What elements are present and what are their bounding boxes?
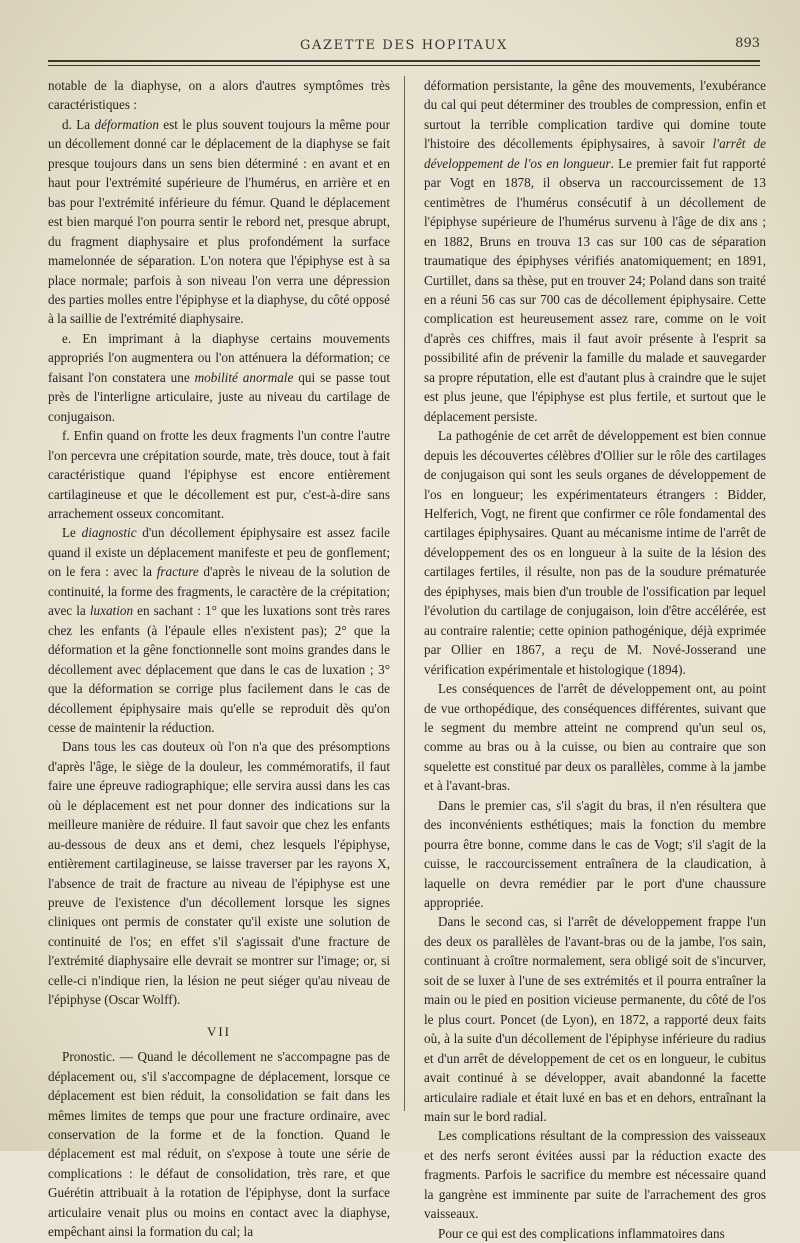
italic-term: diagnostic <box>81 525 137 541</box>
paragraph: notable de la diaphyse, on a alors d'autres symptômes très caractéristiques : <box>48 78 390 113</box>
italic-term: déformation <box>94 116 159 132</box>
section-heading: VII <box>206 1023 232 1039</box>
text-run: en sachant : 1° que les luxations sont très rares chez les enfants (à l'épaule elles n'existent pas); 2° que la déformation et la gêne fonctionnelle sont moins grandes dans le décollement avec déplacement que dans le cas de luxation ; 3° que la déformation se corrige plus facilement dans le cas de décollement épiphysaire mais qu'elle se reproduit dès qu'on cesse de maintenir la réduction. <box>48 603 391 735</box>
paragraph: Dans le premier cas, s'il s'agit du bras, il n'en résultera que des inconvénients esthétiques; mais la fonction du membre pourra être bonne, comme dans le cas de Vogt; s'il s'agit de la cuisse, le raccourcissement entraînera de la claudication, à laquelle on devra remédier par le port d'une chaussure appropriée. <box>424 797 766 911</box>
paragraph: Pronostic. — Quand le décollement ne s'accompagne pas de déplacement ou, s'il s'accompagne de déplacement, lorsque ce déplacement est bien réduit, la consolidation se fait dans les mêmes limites de temps que pour une fracture ordinaire, avec conservation de la forme et de la fonction. Quand le déplacement est mal réduit, on s'expose à toute une série de complications : le défaut de consolidation, très rare, et que Guérétin attribuait à la rotation de l'épiphyse, dont la surface articulaire venait plus ou moins en contact avec la diaphyse, empêchant ainsi la formation du cal; la <box>48 1049 390 1240</box>
paragraph <box>48 329 390 426</box>
paragraph: La pathogénie de cet arrêt de développement est bien connue depuis les découvertes célèbres d'Ollier sur le rôle des cartilages de conjugaison qui sont les seuls organes de développement de l'os en longueur; les expérimentateurs étrangers : Bidder, Helferich, Vogt, ne firent que confirmer ce rôle fondamental des cartilages épiphysaires. Quant au mécanisme intime de l'arrêt de développement des os en longueur à la suite de la lésion des cartilages fertiles, il résulte, non pas de la soudure prématurée des épiphyses, mais bien d'un trouble de l'ossification par lequel l'évolution du cartilage de conjugaison, loin d'être accélérée, est au contraire ralentie; cette opinion pathogénique, déjà exprimée par Ollier en 1867, a reçu de M. Nové-Josserand une vérification expérimentale et histologique (1894). <box>424 428 766 677</box>
text-run: Le <box>62 525 82 541</box>
text-run: est le plus souvent toujours la même pour un décollement donné car le déplacement de la diaphyse se fait presque toujours dans un sens bien déterminé : en avant et en haut pour l'extrémité supérieure de l'humérus, en arrière et en bas pour l'extrémité inférieure du fémur. Quand le déplacement est bien marqué l'on pourra sentir le rebord net, presque abrupt, du fragment diaphysaire et plus profondément la surface mamelonnée de séparation. L'on notera que l'épiphyse est à sa place normale; parfois à son niveau l'on verra une dépression des parties molles entre l'épiphyse et la diaphyse, du côté opposé à la saillie de l'extrémité diaphysaire. <box>48 116 390 327</box>
header-rule-thick <box>48 60 760 62</box>
header-rule-thin <box>48 65 760 66</box>
page-number: 893 <box>735 36 760 51</box>
paragraph: Pour ce qui est des complications inflammatoires dans <box>438 1225 725 1241</box>
column-divider <box>404 76 405 1111</box>
paragraph: Les complications résultant de la compression des vaisseaux et des nerfs seront évitées aussi par la réduction exacte des fragments. Parfois le sacrifice du membre est nécessaire quand la gangrène est imminente par suite de l'arrachement des gros vaisseaux. <box>424 1128 766 1222</box>
paragraph <box>48 115 390 329</box>
text-run: d'après le niveau de la solution de continuité, la forme des fragments, le caractère de la crépitation; avec la <box>48 564 391 619</box>
left-column <box>48 76 391 1240</box>
paragraph: Dans tous les cas douteux où l'on n'a que des présomptions d'après l'âge, le siège de la douleur, les commémoratifs, il faut faire une épreuve radiographique; elle servira aussi dans les cas où le déplacement est net pour donner des indications sur la meilleure manière de réduire. Il faut savoir que chez les enfants au-dessous de deux ans et demi, chez lesquels l'épiphyse, entièrement cartilagineuse, se laisse traverser par les rayons X, l'absence de trait de fracture au niveau de l'épiphyse est une preuve de l'existence d'un décollement lorsque les signes cliniques ont permis de constater qu'il existe une solution de continuité de l'os; en effet s'il s'agissait d'une fracture de l'extrémité diaphysaire elle devrait se montrer sur l'image; or, si celle-ci n'indique rien, la lésion ne peut siéger qu'au niveau de l'épiphyse (Oscar Wolff). <box>48 739 390 1008</box>
paragraph: Dans le second cas, si l'arrêt de développement frappe l'un des deux os parallèles de l'avant-bras ou de la jambe, l'os sain, continuant à croître normalement, sera obligé soit de s'incurver, soit de se luxer à l'une de ses extrémités et il pourra entraîner la main ou le pied en position vicieuse permanente, du côté de l'os le plus court. Poncet (de Lyon), en 1872, a rapporté deux faits où, à la suite d'un décollement de l'épiphyse inférieure du radius et d'un arrêt de développement de cet os en longueur, le cubitus avait continué à se développer, avait abandonné la facette articulaire radiale et était luxé en bas et en dehors, entraînant la main sur le bord radial. <box>424 914 766 1125</box>
italic-term: mobilité anormale <box>194 369 294 385</box>
paragraph <box>424 76 766 426</box>
paragraph: f. Enfin quand on frotte les deux fragments l'un contre l'autre l'on percevra une crépitation sourde, mate, très douce, tout à fait caractéristique quand l'épiphyse est encore entièrement cartilagineuse et que le décollement est pur, c'est-à-dire sans arrachement osseux concomitant. <box>48 428 390 521</box>
page-header <box>48 36 760 56</box>
paragraph <box>48 523 390 737</box>
paragraph: Les conséquences de l'arrêt de développement ont, au point de vue orthopédique, des conséquences différentes, suivant que le segment du membre atteint ne comprend qu'un seul os, comme au bras ou à la cuisse, ou bien au contraire que son squelette est constitué par deux os parallèles, comme à la jambe et à l'avant-bras. <box>424 681 766 794</box>
running-title: GAZETTE DES HOPITAUX <box>300 38 508 53</box>
text-run: déformation persistante, la gêne des mouvements, l'exubérance du cal qui peut déterminer des troubles de compression, enfin et surtout la terrible complication tardive qui domine toute l'histoire des décollements épiphysaires, à savoir <box>424 78 766 152</box>
italic-term: fracture <box>156 564 199 580</box>
text-run: qui se passe tout près de l'interligne articulaire, juste au niveau du cartilage de conjugaison. <box>48 369 391 424</box>
text-run: . Le premier fait fut rapporté par Vogt en 1878, il observa un raccourcissement de 13 centimètres de l'humérus consécutif à un décollement de l'épiphyse supérieure de l'humérus survenu à l'âge de dix ans ; en 1882, Bruns en trouva 13 cas sur 100 cas de séparation traumatique des épiphyses vérifiés anatomiquement; en 1891, Curtillet, dans sa thèse, put en trouver 24; Poland dans son traité en a réuni 56 cas sur 700 cas de décollement épiphysaire. Cette complication est heureusement assez rare, comme on le voit d'après ces chiffres, mais il faut avoir présente à l'esprit sa possibilité afin de prévenir la famille du malade et sauvegarder sa propre réputation, elle est d'autant plus à craindre que le sujet est plus jeune, que l'épiphyse est plus fertile, et surtout que le déplacement persiste. <box>424 155 766 424</box>
text-run: d. La <box>62 116 95 132</box>
right-column <box>424 76 766 1241</box>
text-run: d'un décollement épiphysaire est assez facile quand il existe un déplacement manifeste et peu de gonflement; on le fera : avec la <box>48 525 390 580</box>
italic-term: luxation <box>89 603 134 619</box>
italic-term: l'arrêt de développement de l'os en longueur <box>424 136 766 171</box>
text-run: e. En imprimant à la diaphyse certains mouvements appropriés l'on augmentera ou l'on atténuera la déformation; ce faisant l'on constatera une <box>48 330 390 385</box>
